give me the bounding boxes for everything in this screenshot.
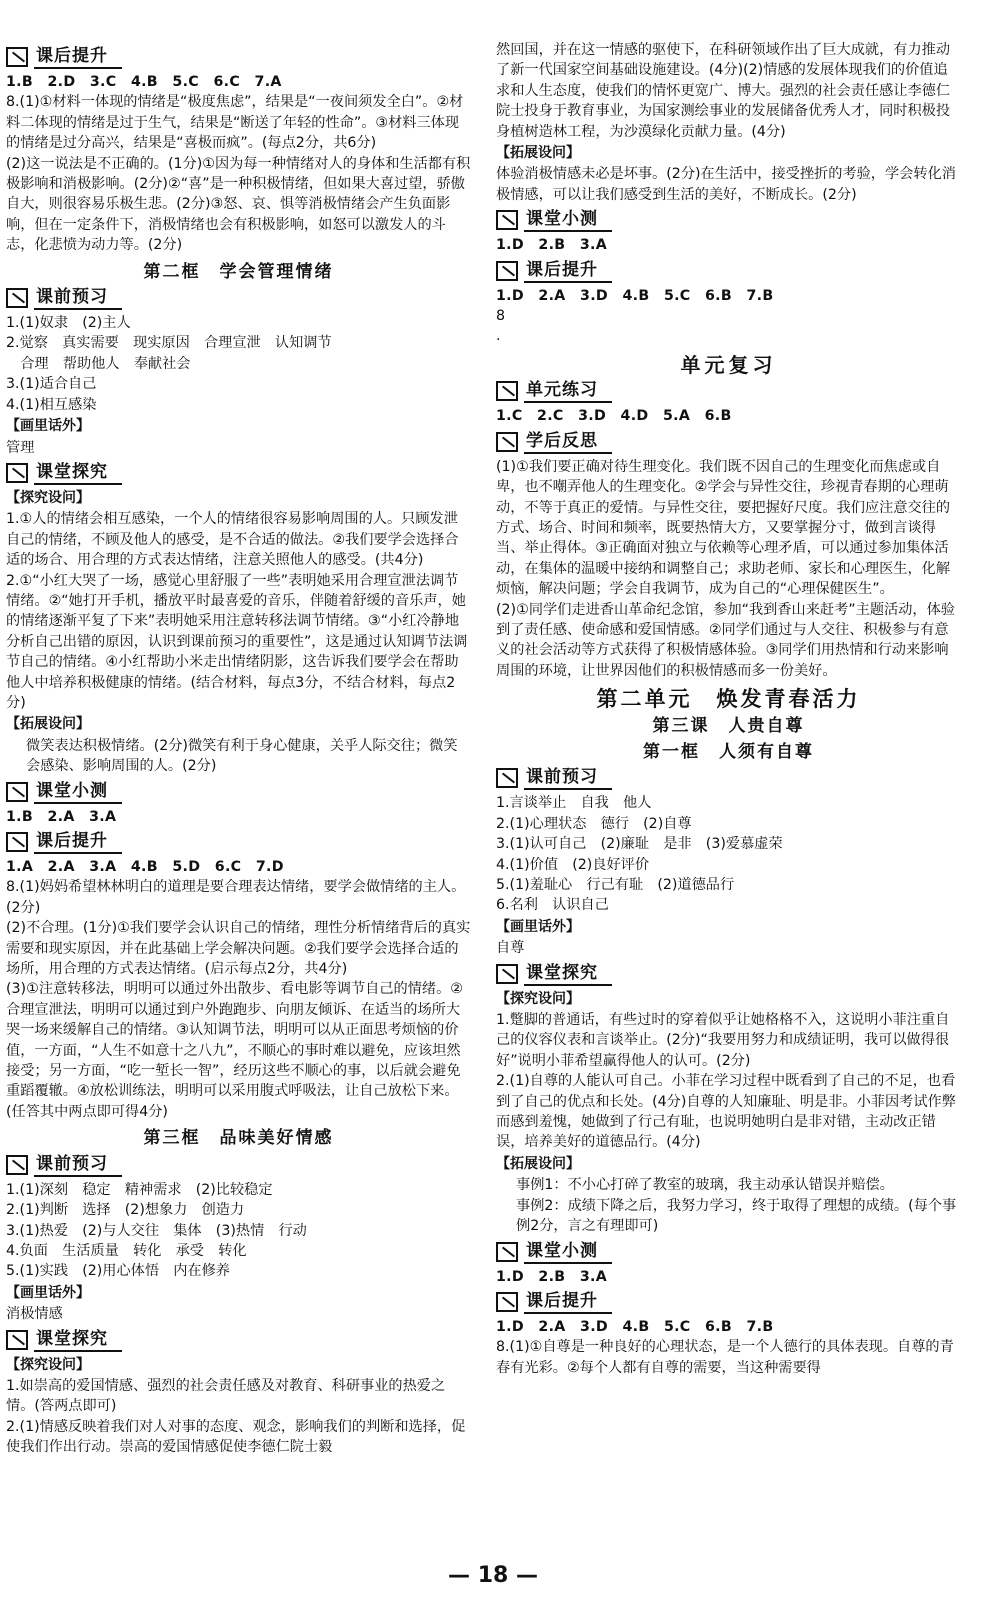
answer-line: 1.C 2.C 3.D 4.D 5.A 6.B bbox=[496, 408, 732, 425]
left-column bbox=[6, 42, 471, 1458]
answer-text: 1.言谈举止 自我 他人 bbox=[496, 795, 652, 812]
answer-text: 2.(1)自尊的人能认可自己。小菲在学习过程中既看到了自己的不足，也看到了自己的优点和长处。(4分)自尊的人知廉耻、明是非。小菲因考试作弊而感到羞愧，她做到了行己有耻，也说明她明白是非对错，主动改正错误，培养美好的道德品行。(4分) bbox=[496, 1073, 956, 1151]
section-header bbox=[6, 1153, 471, 1177]
section-title: 课后提升 bbox=[524, 259, 612, 283]
subheading: 【画里话外】 bbox=[6, 418, 90, 435]
subheading: 【画里话外】 bbox=[496, 918, 580, 935]
answer-text: 2.(1)情感反映着我们对人对事的态度、观念，影响我们的判断和选择，促使我们作出行动。崇高的爱国情感促使李德仁院士毅 bbox=[6, 1418, 466, 1456]
answer-text: 5.(1)实践 (2)用心体悟 内在修养 bbox=[6, 1263, 230, 1280]
section-header bbox=[496, 208, 961, 232]
frame-title: 第一框 人须有自尊 bbox=[643, 741, 814, 762]
section-header bbox=[6, 780, 471, 804]
answer-text: 1.(1)深刻 稳定 精神需求 (2)比较稳定 bbox=[6, 1181, 273, 1198]
answer-line: 1.D 2.A 3.D 4.B 5.C 6.B 7.B bbox=[496, 1318, 774, 1335]
answer-text: 2.(1)判断 选择 (2)想象力 创造力 bbox=[6, 1202, 245, 1219]
answer-text: 2.觉察 真实需要 现实原因 合理宣泄 认知调节 bbox=[6, 335, 332, 352]
section-header bbox=[6, 45, 471, 69]
answer-text: (2)这一说法是不正确的。(1分)①因为每一种情绪对人的身体和生活都有积极影响和消极影响。(2分)②“喜”是一种积极情绪，但如果大喜过望，骄傲自大，则很容易乐极生悲。(2分)③怒、哀、惧等消极情绪会产生负面影响，但在一定条件下，消极情绪也会有积极影响，如怒可以激发人的斗志，化悲愤为动力等。(2分) bbox=[6, 155, 471, 254]
answer-text: 6.名利 认识自己 bbox=[496, 897, 609, 914]
answer-text: 8.(1)妈妈希望林林明白的道理是要合理表达情绪，要学会做情绪的主人。(2分) bbox=[6, 879, 466, 916]
answer-text: (2)①同学们走进香山革命纪念馆，参加“我到香山来赶考”主题活动，体验到了责任感、使命感和爱国情感。②同学们通过与人交往、积极参与有意义的社会活动等方式获得了积极情感体验。③同学们用热情和行动来影响周围的环境，让世界因他们的积极情感而多一份美好。 bbox=[496, 601, 955, 679]
answer-text: 3.(1)适合自己 bbox=[6, 376, 97, 393]
section-icon bbox=[496, 381, 518, 401]
answer-line: 1.D 2.B 3.A bbox=[496, 237, 608, 254]
unit-review-title: 单元复习 bbox=[680, 352, 777, 377]
answer-text: 管理 bbox=[6, 439, 35, 456]
answer-line: 1.B 2.D 3.C 4.B 5.C 6.C 7.A bbox=[6, 74, 282, 90]
answer-text: 4.(1)相互感染 bbox=[6, 396, 97, 413]
subheading: 【探究设问】 bbox=[6, 1356, 90, 1373]
answer-text: 事例2：成绩下降之后，我努力学习，终于取得了理想的成绩。(每个事例2分，言之有理即可) bbox=[516, 1197, 957, 1235]
answer-text: (2)不合理。(1分)①我们要学会认识自己的情绪，理性分析情绪背后的真实需要和现实原因，并在此基础上学会解决问题。②我们要学会选择合适的场所，用合理的方式表达情绪。(启示每点2分，共4分) bbox=[6, 920, 471, 978]
section-title: 单元练习 bbox=[524, 379, 612, 403]
answer-text: 消极情感 bbox=[6, 1306, 63, 1323]
answer-text: 1.蹩脚的普通话，有些过时的穿着似乎让她格格不入，这说明小菲注重自己的仪容仪表和言谈举止。(2分)“我要用努力和成绩证明，我可以做得很好”说明小菲希望赢得他人的认可。(2分) bbox=[496, 1012, 950, 1069]
section-title: 课后提升 bbox=[34, 45, 122, 69]
section-icon bbox=[496, 964, 518, 984]
subheading: 【画里话外】 bbox=[6, 1284, 90, 1301]
section-header bbox=[6, 830, 471, 854]
section-header bbox=[496, 962, 961, 986]
subheading: 【探究设问】 bbox=[496, 990, 580, 1007]
unit-title: 第二单元 焕发青春活力 bbox=[596, 687, 861, 712]
section-title: 课前预习 bbox=[34, 286, 122, 310]
section-icon bbox=[6, 463, 28, 483]
answer-text: 3.(1)认可自己 (2)廉耻 是非 (3)爱慕虚荣 bbox=[496, 836, 783, 853]
answer-line: 1.B 2.A 3.A bbox=[6, 808, 117, 825]
page-number: — 18 — bbox=[448, 1563, 538, 1588]
section-icon bbox=[496, 1242, 518, 1262]
section-icon bbox=[496, 210, 518, 230]
section-title: 课堂探究 bbox=[34, 461, 122, 485]
answer-text: 1.①人的情绪会相互感染，一个人的情绪很容易影响周围的人。只顾发泄自己的情绪，不顾及他人的感受，是不合适的做法。②我们要学会选择合适的场合、用合理的方式表达情绪，注意关照他人的感受。(共4分) bbox=[6, 511, 459, 569]
answer-text: 2.(1)心理状态 德行 (2)自尊 bbox=[496, 815, 692, 832]
answer-text: 事例1：不小心打碎了教室的玻璃，我主动承认错误并赔偿。 bbox=[516, 1177, 894, 1194]
subheading: 【拓展设问】 bbox=[6, 716, 90, 733]
section-header bbox=[6, 286, 471, 310]
answer-line: 1.D 2.A 3.D 4.B 5.C 6.B 7.B bbox=[496, 287, 774, 304]
section-title: 课前预习 bbox=[34, 1153, 122, 1177]
answer-line: 1.D 2.B 3.A bbox=[496, 1268, 608, 1285]
answer-line: 1.A 2.A 3.A 4.B 5.D 6.C 7.D bbox=[6, 859, 284, 875]
section-header bbox=[496, 1290, 961, 1314]
section-icon bbox=[6, 782, 28, 802]
lesson-title: 第三课 人贵自尊 bbox=[652, 715, 805, 736]
section-icon bbox=[496, 432, 518, 452]
section-icon bbox=[496, 1292, 518, 1312]
section-header bbox=[496, 259, 961, 283]
answer-text: 合理 帮助他人 奉献社会 bbox=[6, 355, 191, 372]
answer-text: 1.(1)奴隶 (2)主人 bbox=[6, 315, 131, 332]
subheading: 【探究设问】 bbox=[6, 489, 90, 506]
section-icon bbox=[6, 1155, 28, 1175]
section-header bbox=[6, 1328, 471, 1352]
section-header bbox=[496, 1240, 961, 1264]
section-icon bbox=[6, 1330, 28, 1350]
answer-text: 体验消极情感未必是坏事。(2分)在生活中，接受挫折的考验，学会转化消极情感，可以让我们感受到生活的美好，不断成长。(2分) bbox=[496, 166, 956, 203]
section-title: 课堂小测 bbox=[524, 208, 612, 232]
answer-text: 自尊 bbox=[496, 940, 525, 957]
answer-text: 1.如崇高的爱国情感、强烈的社会责任感及对教育、科研事业的热爱之情。(答两点即可) bbox=[6, 1377, 446, 1415]
section-title: 课堂探究 bbox=[524, 962, 612, 986]
answer-text: 然回国，并在这一情感的驱使下，在科研领域作出了巨大成就，有力推动了新一代国家空间基础设施建设。(4分)(2)情感的发展体现我们的价值追求和人生态度，使我们的情怀更宽广、博大。强烈的社会责任感让李德仁院士投身于教育事业，为国家测绘事业的发展储备优秀人才，同时积极投身植树造林工程，为沙漠绿化贡献力量。(4分) bbox=[496, 42, 951, 140]
right-column bbox=[496, 40, 961, 1378]
section-title: 学后反思 bbox=[524, 430, 612, 454]
lesson-title: 第二框 学会管理情绪 bbox=[143, 261, 334, 282]
section-title: 课后提升 bbox=[524, 1290, 612, 1314]
subheading: 【拓展设问】 bbox=[496, 1155, 580, 1172]
answer-text: 8.(1)①自尊是一种良好的心理状态，是一个人德行的具体表现。自尊的青春有光彩。②每个人都有自尊的需要，当这种需要得 bbox=[496, 1339, 954, 1376]
section-title: 课堂探究 bbox=[34, 1328, 122, 1352]
section-title: 课前预习 bbox=[524, 766, 612, 790]
section-header bbox=[496, 379, 961, 403]
section-icon bbox=[6, 288, 28, 308]
lesson-title: 第三框 品味美好情感 bbox=[143, 1128, 334, 1149]
section-icon bbox=[6, 47, 28, 67]
answer-text: . bbox=[496, 328, 501, 345]
section-icon bbox=[6, 832, 28, 852]
section-header bbox=[496, 430, 961, 454]
answer-text: (3)①注意转移法，明明可以通过外出散步、看电影等调节自己的情绪。②合理宣泄法，明明可以通过到户外跑跑步、向朋友倾诉、在适当的场所大哭一场来缓解自己的情绪。③认知调节法，明明可以从正面思考烦恼的价值，一方面，“人生不如意十之八九”，不顺心的事时难以避免，应该坦然接受；另一方面，“吃一堑长一智”，经历这些不顺心的事，以后就会避免重蹈覆辙。④放松训练法，明明可以采用腹式呼吸法，让自己放松下来。(任答其中两点即可得4分) bbox=[6, 981, 463, 1120]
answer-text: 微笑表达积极情绪。(2分)微笑有利于身心健康，关乎人际交往；微笑会感染、影响周围的人。(2分) bbox=[26, 737, 458, 775]
section-title: 课堂小测 bbox=[34, 780, 122, 804]
answer-text: 2.①“小红大哭了一场，感觉心里舒服了一些”表明她采用合理宣泄法调节情绪。②“她打开手机，播放平时最喜爱的音乐，伴随着舒缓的音乐声，她的情绪逐渐平复了下来”表明她采用注意转移法调节情绪。③“小红冷静地分析自己出错的原因，认识到课前预习的重要性”，这是通过认知调节法调节自己的情绪。④小红帮助小米走出情绪阴影，这告诉我们要学会在帮助他人中培养积极健康的情绪。(结合材料，每点3分，不结合材料，每点2分) bbox=[6, 572, 468, 711]
section-icon bbox=[496, 768, 518, 788]
section-header bbox=[6, 461, 471, 485]
answer-text: 8.(1)①材料一体现的情绪是“极度焦虑”，结果是“一夜间须发全白”。②材料二体现的情绪是过于生气，结果是“断送了年轻的性命”。③材料三体现的情绪是过分高兴，结果是“喜极而疯”。(每点2分，共6分) bbox=[6, 94, 464, 152]
section-title: 课后提升 bbox=[34, 830, 122, 854]
section-header bbox=[496, 766, 961, 790]
answer-text: 3.(1)热爱 (2)与人交往 集体 (3)热情 行动 bbox=[6, 1222, 307, 1239]
answer-text: 5.(1)羞耻心 行己有耻 (2)道德品行 bbox=[496, 877, 735, 893]
subheading: 【拓展设问】 bbox=[496, 145, 580, 162]
section-title: 课堂小测 bbox=[524, 1240, 612, 1264]
answer-text: 8 bbox=[496, 308, 506, 325]
answer-text: 4.负面 生活质量 转化 承受 转化 bbox=[6, 1242, 247, 1259]
answer-text: 4.(1)价值 (2)良好评价 bbox=[496, 856, 650, 873]
section-icon bbox=[496, 261, 518, 281]
answer-text: (1)①我们要正确对待生理变化。我们既不因自己的生理变化而焦虑或自卑，也不嘲弄他人的生理变化。②学会与异性交往，珍视青春期的心理萌动，不等于真正的爱情。与异性交往，要把握好尺度。我们应注意交往的方式、场合、时间和频率，既要热情大方，又要掌握分寸，做到言谈得当、举止得体。③正确面对独立与依赖等心理矛盾，可以通过参加集体活动，在集体的温暖中接纳和调整自己；求助老师、家长和心理医生，化解烦恼，解决问题；学会自我调节，成为自己的“心理保健医生”。 bbox=[496, 458, 951, 598]
